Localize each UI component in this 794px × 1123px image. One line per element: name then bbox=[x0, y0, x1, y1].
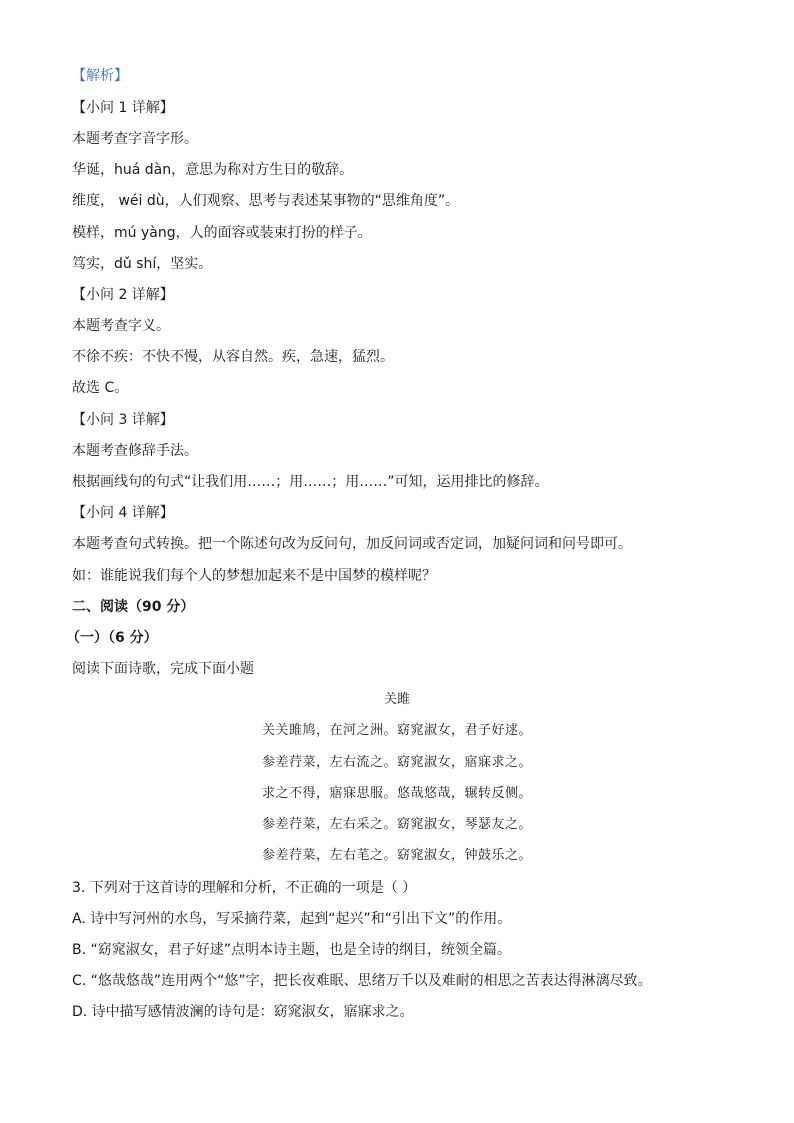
q3-heading: 【小问 3 详解】 bbox=[72, 412, 174, 428]
option-a: A. 诗中写河州的水鸟，写采摘荇菜，起到“起兴”和“引出下文”的作用。 bbox=[72, 911, 512, 927]
q1-line: 维度， wéi dù，人们观察、思考与表述某事物的“思维角度”。 bbox=[72, 193, 460, 209]
instruction-text: 阅读下面诗歌，完成下面小题 bbox=[72, 661, 254, 677]
q1-line: 笃实，dǔ shí，坚实。 bbox=[72, 256, 213, 272]
option-b: B. “窈窕淑女，君子好逑”点明本诗主题，也是全诗的纲目，统领全篇。 bbox=[72, 942, 512, 958]
poem-title: 关雎 bbox=[383, 692, 410, 707]
poem-line: 关关雎鸠，在河之洲。窈窕淑女，君子好逑。 bbox=[261, 723, 532, 738]
q4-line: 如：谁能说我们每个人的梦想加起来不是中国梦的模样呢？ bbox=[72, 568, 436, 584]
q3-line: 根据画线句的句式“让我们用……；用……；用……”可知，运用排比的修辞。 bbox=[72, 474, 549, 490]
poem-line: 参差荇菜，左右芼之。窈窕淑女，钟鼓乐之。 bbox=[261, 848, 532, 863]
q4-heading: 【小问 4 详解】 bbox=[72, 505, 174, 521]
poem-line: 参差荇菜，左右流之。窈窕淑女，寤寐求之。 bbox=[261, 755, 532, 770]
q4-line: 本题考查句式转换。把一个陈述句改为反问句，加反问词或否定词，加疑问词和问号即可。 bbox=[72, 536, 632, 552]
option-c: C. “悠哉悠哉”连用两个“悠”字，把长夜难眠、思绪万千以及难耐的相思之苦表达得淋漓尽致。 bbox=[72, 973, 652, 989]
q1-heading: 【小问 1 详解】 bbox=[72, 100, 174, 116]
q2-line: 本题考查字义。 bbox=[72, 318, 170, 334]
q1-line: 华诞，huá dàn，意思为称对方生日的敬辞。 bbox=[72, 162, 354, 178]
option-d: D. 诗中描写感情波澜的诗句是：窈窕淑女，寤寐求之。 bbox=[72, 1004, 414, 1020]
poem-line: 参差荇菜，左右采之。窈窕淑女，琴瑟友之。 bbox=[261, 817, 532, 832]
analysis-heading: 【解析】 bbox=[72, 68, 128, 84]
section-heading: 二、阅读（90 分） bbox=[72, 599, 195, 615]
q1-line: 模样，mú yàng，人的面容或装束打扮的样子。 bbox=[72, 225, 372, 241]
subsection-heading: （一）（6 分） bbox=[66, 630, 158, 646]
q2-line: 不徐不疾：不快不慢，从容自然。疾，急速，猛烈。 bbox=[72, 349, 394, 365]
q1-line: 本题考查字音字形。 bbox=[72, 131, 198, 147]
q2-heading: 【小问 2 详解】 bbox=[72, 287, 174, 303]
q2-line: 故选 C。 bbox=[72, 380, 129, 396]
q3-line: 本题考查修辞手法。 bbox=[72, 443, 198, 459]
question-stem: 3. 下列对于这首诗的理解和分析，不正确的一项是（ ） bbox=[72, 880, 417, 896]
poem-line: 求之不得，寤寐思服。悠哉悠哉，辗转反侧。 bbox=[261, 786, 532, 801]
